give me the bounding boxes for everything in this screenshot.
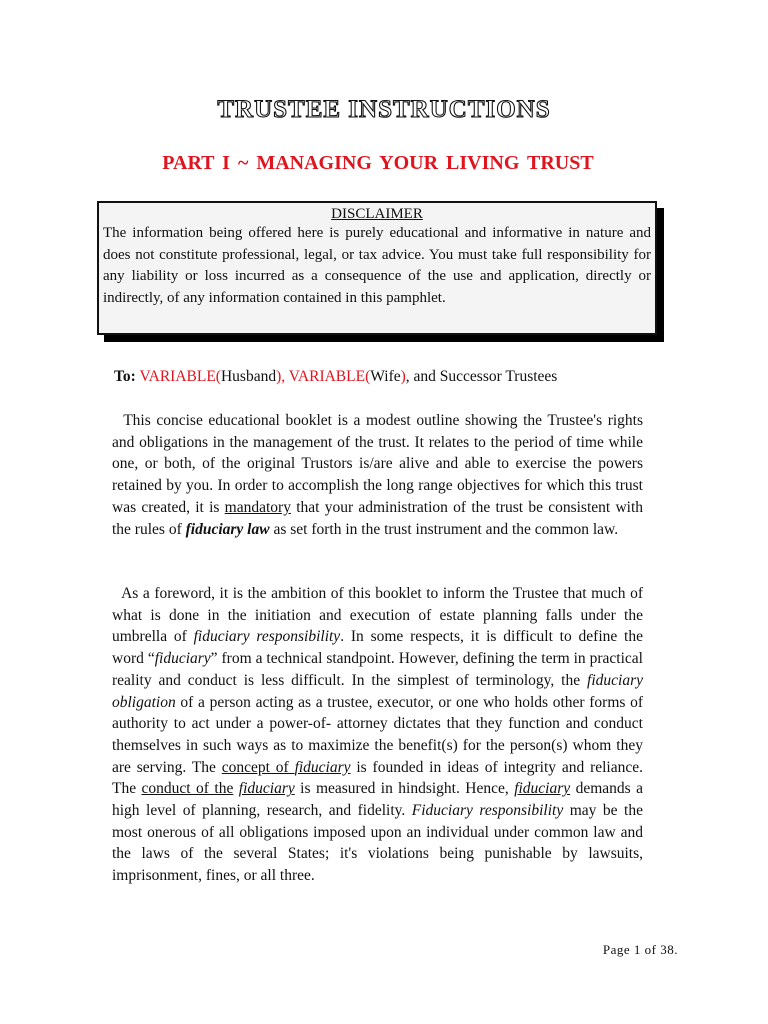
fiduciary-responsibility-term-2: Fiduciary responsibility (411, 802, 564, 820)
disclaimer-text: The information being offered here is purely educational and informative in nature and does not constitute professional, legal, or tax advice. You must take full responsibility for any liability or loss incurred as a consequence of the use and application, directly or indirectly, of any information contained in this pamphlet. (103, 225, 651, 306)
successor-trustees-text: , and Successor Trustees (405, 368, 558, 385)
p2-text-d: of a person acting as a trustee, executor, or one who holds other forms of authority to act under a power-of- attorney dictates that they function and conduct themselves in such ways as to maximize the benefit(s) for the person(s) whom they are serving. The (112, 693, 643, 776)
p1-text-b: that your administration of the trust be consistent with the rules of (112, 498, 643, 538)
document-title: TRUSTEE INSTRUCTIONS (217, 96, 551, 123)
p2-text-g: is measured in hindsight. Hence, (294, 780, 515, 798)
paragraph-intro (112, 410, 643, 540)
p2-text-c: ” from a technical standpoint. However, defining the term in practical reality and conduct is less difficult. In the simplest of terminology, the (112, 650, 643, 689)
conduct-of-the-phrase: conduct of the (141, 780, 234, 798)
variable-wife-close: ) (400, 368, 406, 385)
husband-text: Husband (220, 368, 277, 385)
p2-text-i: may be the most onerous of all obligations imposed upon an individual under common law and the laws of the several States; it's violations being punishable by lawsuits, imprisonment, fines, or all three. (112, 802, 643, 885)
disclaimer-heading: DISCLAIMER (331, 206, 423, 222)
disclaimer-box (97, 201, 657, 335)
addressee-line (114, 368, 557, 386)
fiduciary-term-1: fiduciary (154, 650, 211, 668)
p1-text-c: as set forth in the trust instrument and the common law. (269, 520, 619, 538)
fiduciary-law-term: fiduciary law (185, 520, 270, 538)
fiduciary-obligation-term: fiduciary obligation (112, 671, 643, 711)
wife-text: Wife (370, 368, 401, 385)
document-subtitle: PART I ~ MANAGING YOUR LIVING TRUST (162, 152, 594, 174)
fiduciary-term-2: fiduciary (294, 758, 351, 776)
page-number: Page 1 of 38. (602, 942, 678, 957)
p2-text-b: . In some respects, it is difficult to define the word “ (112, 628, 643, 668)
p1-text-a: This concise educational booklet is a modest outline showing the Trustee's rights and obligations in the management of the trust. It relates to the period of time while one, or both, of the original Trustors is/are alive and able to exercise the powers retained by you. In order to accomplish the long range objectives for which this trust was created, it is (112, 412, 644, 516)
p2-text-h: demands a high level of planning, research, and fidelity. (112, 780, 644, 820)
fiduciary-term-4: fiduciary (514, 780, 571, 798)
disclaimer-panel (97, 201, 657, 335)
p2-text-e: is founded in ideas of integrity and reliance. The (112, 758, 644, 798)
p2-text-a: As a foreword, it is the ambition of this booklet to inform the Trustee that much of what is done in the initiation and execution of estate planning falls under the umbrella of (112, 585, 643, 646)
to-label: To: (114, 368, 136, 385)
fiduciary-term-3: fiduciary (238, 780, 295, 798)
fiduciary-responsibility-term: fiduciary responsibility (193, 628, 341, 646)
variable-husband-open: VARIABLE( (139, 368, 221, 385)
paragraph-foreword (112, 583, 643, 887)
variable-wife-open: VARIABLE( (288, 368, 371, 385)
concept-of-phrase: concept of fiduciary (221, 758, 351, 776)
variable-husband-close: ), (276, 368, 289, 385)
mandatory-term: mandatory (224, 498, 291, 516)
